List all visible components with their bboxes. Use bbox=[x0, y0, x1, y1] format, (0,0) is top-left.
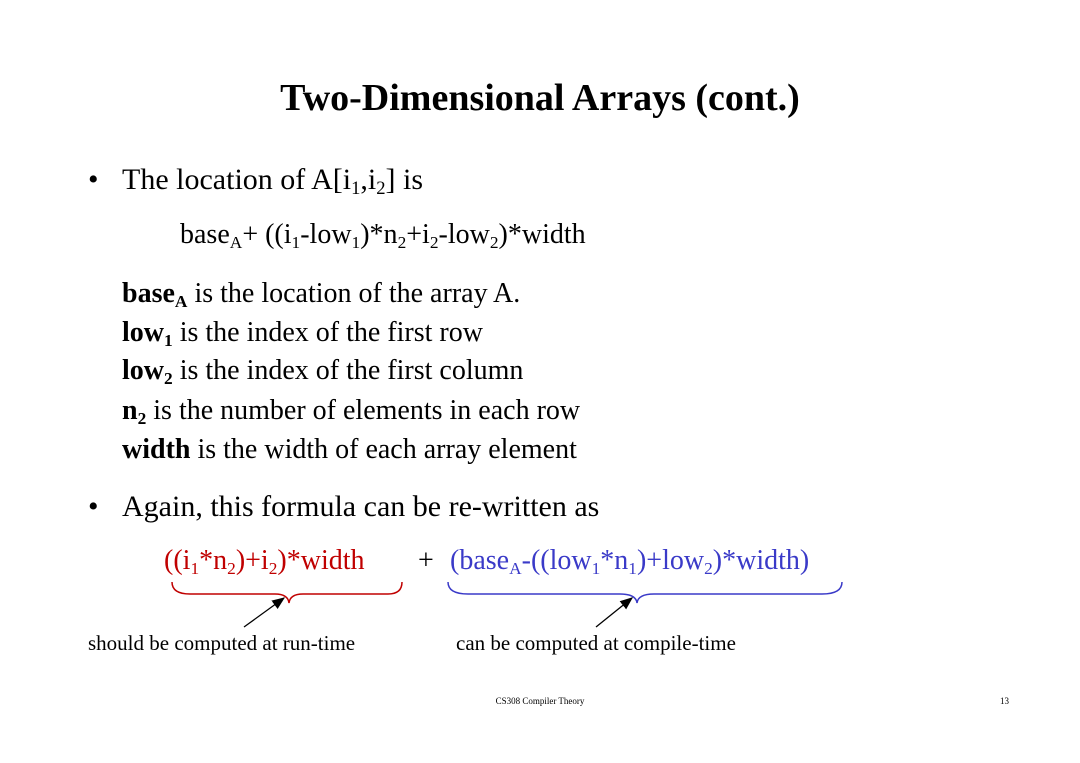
definition-term: width bbox=[122, 434, 191, 465]
formula-part: *n bbox=[600, 545, 629, 576]
formula-part: -low bbox=[300, 219, 352, 250]
formula-part: *n bbox=[199, 545, 228, 576]
definition-desc: is the number of elements in each row bbox=[146, 395, 581, 426]
formula-part: )*width) bbox=[712, 545, 810, 576]
formula-part: -((low bbox=[521, 545, 592, 576]
formula-part: )*width bbox=[498, 219, 586, 250]
bullet-location-text: ,i bbox=[360, 163, 377, 196]
subscript: 1 bbox=[164, 330, 173, 350]
subscript: 2 bbox=[489, 232, 499, 252]
definition-term: low bbox=[122, 355, 164, 386]
definition-desc: is the width of each array element bbox=[190, 434, 577, 465]
subscript: A bbox=[174, 291, 188, 311]
bullet-rewrite: Again, this formula can be re-written as bbox=[122, 490, 600, 523]
definition-term: low bbox=[122, 317, 164, 348]
definition-term: base bbox=[122, 278, 175, 309]
subscript: 1 bbox=[628, 558, 637, 578]
definition-desc: is the index of the first column bbox=[172, 355, 524, 386]
formula-part: -low bbox=[438, 219, 490, 250]
formula-part: )*width bbox=[277, 545, 365, 576]
subscript: 2 bbox=[376, 178, 386, 200]
footer-course: CS308 Compiler Theory bbox=[495, 696, 585, 706]
formula-part: (base bbox=[450, 545, 510, 576]
formula-part: )*n bbox=[360, 219, 398, 250]
bullet-location-text: The location of A[i bbox=[122, 163, 352, 196]
subscript: 2 bbox=[268, 558, 278, 578]
subscript: A bbox=[229, 232, 243, 252]
bullet-dot: • bbox=[88, 490, 99, 523]
runtime-brace bbox=[172, 582, 402, 603]
definition-desc: is the index of the first row bbox=[172, 317, 483, 348]
formula-part: + ((i bbox=[242, 219, 292, 250]
subscript: 1 bbox=[190, 558, 200, 578]
bullet-dot: • bbox=[88, 163, 99, 196]
subscript: 1 bbox=[591, 558, 601, 578]
definition-term: n bbox=[122, 395, 138, 426]
subscript: 2 bbox=[704, 558, 713, 578]
subscript: 2 bbox=[227, 558, 236, 578]
subscript: 1 bbox=[351, 178, 361, 200]
bullet-location-text: ] is bbox=[385, 163, 424, 196]
slide-title: Two-Dimensional Arrays (cont.) bbox=[280, 77, 800, 119]
formula-part: base bbox=[180, 219, 230, 250]
subscript: A bbox=[509, 558, 522, 578]
formula-part: +i bbox=[406, 219, 430, 250]
subscript: 2 bbox=[164, 368, 173, 388]
subscript: 2 bbox=[429, 232, 439, 252]
formula-part: )+low bbox=[636, 545, 705, 576]
formula-part: ((i bbox=[164, 545, 191, 576]
plus-sign: + bbox=[418, 545, 434, 576]
compiletime-arrow bbox=[596, 598, 632, 627]
subscript: 1 bbox=[291, 232, 301, 252]
subscript: 1 bbox=[351, 232, 361, 252]
page-number: 13 bbox=[1000, 696, 1009, 706]
compiletime-brace bbox=[448, 582, 842, 603]
annotation-compiletime: can be computed at compile-time bbox=[456, 631, 736, 655]
definition-desc: is the location of the array A. bbox=[187, 278, 521, 309]
formula-part: )+i bbox=[235, 545, 269, 576]
subscript: 2 bbox=[397, 232, 407, 252]
subscript: 2 bbox=[137, 408, 147, 428]
runtime-arrow bbox=[244, 598, 284, 627]
annotation-runtime: should be computed at run-time bbox=[88, 631, 356, 655]
